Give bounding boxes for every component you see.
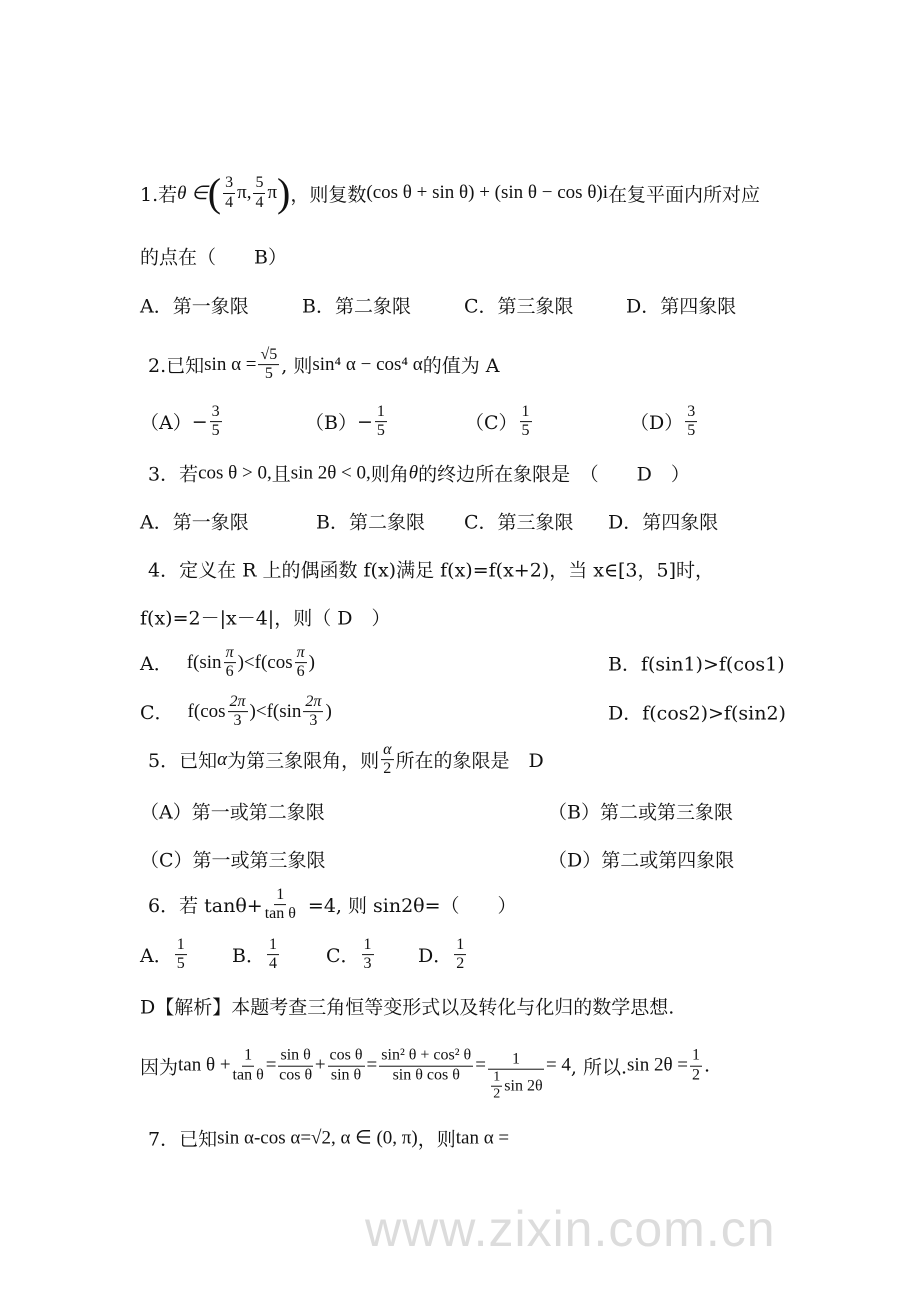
fraction xyxy=(520,403,532,441)
period: . xyxy=(704,1054,711,1077)
denominator: 6 xyxy=(225,663,234,681)
q7-expr: tan α = xyxy=(455,1127,510,1148)
q3-option-b: B．第二象限 xyxy=(316,511,425,534)
numerator: 1 xyxy=(488,1051,544,1070)
question-1-answer: 的点在（ B） xyxy=(140,246,287,269)
fraction xyxy=(233,1047,264,1085)
denominator: 5 xyxy=(376,422,385,440)
numerator: cos θ xyxy=(328,1047,365,1066)
fraction xyxy=(303,693,323,731)
watermark: www.zixin.com.cn xyxy=(365,1201,776,1257)
paren-right: ) xyxy=(277,170,291,215)
label: （C） xyxy=(465,412,518,435)
fraction xyxy=(295,644,307,682)
label: （B） xyxy=(305,412,357,435)
numerator: √5 xyxy=(258,346,279,365)
denominator: 4 xyxy=(255,193,264,211)
text: )<f(cos xyxy=(237,652,293,673)
equals: = xyxy=(366,1054,378,1076)
fraction xyxy=(375,403,387,441)
q6-option-d xyxy=(418,936,468,974)
q2-option-a xyxy=(140,403,224,441)
numerator: 1 xyxy=(690,1047,702,1066)
text: , 所以. xyxy=(570,1056,628,1079)
question-1-stem xyxy=(140,170,761,215)
denominator xyxy=(489,1070,542,1103)
question-7-stem xyxy=(148,1125,509,1152)
numerator: 1 xyxy=(362,936,374,955)
denominator: sin θ cos θ xyxy=(392,1066,460,1084)
numerator: 1 xyxy=(520,403,532,422)
numerator: 2π xyxy=(303,693,323,712)
text: )<f(sin xyxy=(249,701,302,722)
q6-option-a xyxy=(140,936,189,974)
numerator: π xyxy=(224,644,236,663)
analysis-derivation xyxy=(140,1029,710,1104)
denominator: 3 xyxy=(233,712,242,730)
q1-expression: (cos θ + sin θ) + (sin θ − cos θ)i xyxy=(366,182,609,203)
fraction xyxy=(690,1047,702,1085)
q5-option-d: （D）第二或第四象限 xyxy=(548,849,735,872)
fraction xyxy=(379,1047,473,1085)
denominator: 2 xyxy=(493,1087,501,1103)
text: f(cos xyxy=(187,701,226,722)
q5-text: 为第三象限角，则 xyxy=(227,750,380,773)
fraction xyxy=(381,741,393,779)
q5-option-a: （A）第一或第二象限 xyxy=(140,801,325,824)
text: 因为 xyxy=(140,1056,179,1079)
label: C． xyxy=(140,702,174,725)
denominator: 2 xyxy=(692,1066,701,1084)
q3-label: 3．若 xyxy=(148,463,199,486)
q2-text-end: 的值为 A xyxy=(422,355,500,378)
q5-text-end: 所在的象限是 D xyxy=(395,750,544,773)
numerator: sin θ xyxy=(278,1047,312,1066)
q4-option-a xyxy=(140,644,315,682)
denominator: tan θ xyxy=(232,1066,264,1084)
numerator: 1 xyxy=(274,886,286,905)
label: （D） xyxy=(630,412,684,435)
fraction xyxy=(223,174,235,212)
numerator: 3 xyxy=(223,174,235,193)
equals: = xyxy=(475,1054,486,1076)
q1-option-c: C．第三象限 xyxy=(464,295,574,318)
fraction xyxy=(278,1047,312,1085)
q3-option-a: A．第一象限 xyxy=(140,511,249,534)
equals-4: = 4 xyxy=(545,1054,571,1076)
q1-theta-in: θ ∈ xyxy=(177,182,208,204)
label: D． xyxy=(418,945,453,968)
q4-option-c xyxy=(140,693,332,731)
q2-option-c xyxy=(465,403,534,441)
question-4-stem-2: f(x)=2－|x－4|，则（ D ） xyxy=(140,607,391,630)
q5-option-c: （C）第一或第三象限 xyxy=(140,849,326,872)
q4-option-b: B．f(sin1)>f(cos1) xyxy=(608,653,785,676)
numerator: 1 xyxy=(267,936,279,955)
q7-label: 7．已知 xyxy=(148,1128,218,1151)
fraction xyxy=(491,1070,502,1103)
denominator: 4 xyxy=(225,193,234,211)
q5-option-b: （B）第二或第三象限 xyxy=(548,801,733,824)
question-3-stem xyxy=(148,460,690,487)
text: sin 2θ xyxy=(504,1077,543,1095)
numerator: 2π xyxy=(228,693,248,712)
numerator: 5 xyxy=(253,174,265,193)
q7-text: ，则 xyxy=(417,1128,456,1151)
pi: π, xyxy=(237,182,252,203)
q3-text-end: 的终边所在象限是 （ D ） xyxy=(418,463,690,486)
denominator: cos θ xyxy=(279,1066,313,1084)
question-2-stem xyxy=(148,346,500,384)
analysis-heading: D【解析】本题考查三角恒等变形式以及转化与化归的数学思想. xyxy=(140,996,675,1019)
equals: = xyxy=(265,1054,277,1076)
sign: − xyxy=(356,411,373,433)
text: ) xyxy=(325,701,332,722)
fraction xyxy=(328,1047,365,1085)
sign: − xyxy=(191,411,208,433)
denominator: 5 xyxy=(687,422,696,440)
numerator: 1 xyxy=(454,936,466,955)
fraction xyxy=(175,936,187,974)
q2-text: , 则 xyxy=(281,355,313,378)
fraction xyxy=(253,174,265,212)
text: tan θ + xyxy=(178,1054,231,1076)
numerator: 3 xyxy=(685,403,697,422)
text: ) xyxy=(308,652,315,673)
q2-sin: sin α = xyxy=(204,354,257,375)
fraction xyxy=(224,644,236,682)
q3-text: 则角 xyxy=(370,463,409,486)
q1-option-b: B．第二象限 xyxy=(302,295,411,318)
q7-condition: sin α-cos α=√2, α ∈ (0, π) xyxy=(217,1127,418,1149)
q5-label: 5．已知 xyxy=(148,750,218,773)
q1-option-d: D．第四象限 xyxy=(626,295,737,318)
question-5-stem xyxy=(148,741,544,779)
denominator: 3 xyxy=(363,955,372,973)
q1-label: 1.若 xyxy=(140,183,178,206)
q1-text: ，则复数 xyxy=(290,183,367,206)
denominator: 5 xyxy=(211,422,220,440)
question-4-stem: 4．定义在 R 上的偶函数 f(x)满足 f(x)=f(x+2)，当 x∈[3，5]时， xyxy=(148,559,715,582)
label: B． xyxy=(232,945,265,968)
q2-expr: sin⁴ α − cos⁴ α xyxy=(312,354,423,375)
numerator: 1 xyxy=(175,936,187,955)
fraction xyxy=(362,936,374,974)
denominator: tan θ xyxy=(264,905,296,923)
q1-text-end: 在复平面内所对应 xyxy=(608,183,761,206)
fraction xyxy=(210,403,222,441)
text: sin 2θ = xyxy=(627,1054,689,1076)
fraction xyxy=(228,693,248,731)
numerator: 1 xyxy=(375,403,387,422)
q3-theta: θ xyxy=(408,462,419,483)
fraction xyxy=(488,1051,544,1104)
fraction xyxy=(265,886,296,924)
alpha: α xyxy=(217,749,228,770)
denominator: 4 xyxy=(268,955,277,973)
q6-option-b xyxy=(232,936,281,974)
numerator: 3 xyxy=(210,403,222,422)
numerator: 1 xyxy=(242,1047,254,1066)
q3-and: 且 xyxy=(271,463,291,486)
fraction xyxy=(258,346,279,384)
text: f(sin xyxy=(186,652,222,673)
denominator: 6 xyxy=(296,663,305,681)
q6-text: =4, 则 sin2θ=（ ） xyxy=(307,895,517,918)
numerator: π xyxy=(295,644,307,663)
plus: + xyxy=(314,1054,326,1076)
denominator: sin θ xyxy=(330,1066,362,1084)
denominator: 3 xyxy=(309,712,318,730)
fraction xyxy=(685,403,697,441)
paren-left: ( xyxy=(207,170,222,215)
numerator: 1 xyxy=(491,1070,502,1087)
label: C． xyxy=(326,945,360,968)
denominator: 5 xyxy=(264,365,273,383)
q6-label: 6．若 tanθ+ xyxy=(148,895,263,918)
q3-option-c: C．第三象限 xyxy=(464,511,574,534)
question-6-stem xyxy=(148,886,517,924)
fraction xyxy=(454,936,466,974)
label: A． xyxy=(140,945,173,968)
q4-option-d: D．f(cos2)>f(sin2) xyxy=(608,702,786,725)
denominator: 2 xyxy=(383,760,392,778)
q3-cond2: sin 2θ < 0, xyxy=(290,462,371,483)
denominator: 2 xyxy=(456,955,465,973)
label: A． xyxy=(140,653,173,676)
q3-cond1: cos θ > 0, xyxy=(198,462,272,483)
q6-option-c xyxy=(326,936,376,974)
q2-option-b xyxy=(305,403,389,441)
denominator: 5 xyxy=(176,955,185,973)
q2-label: 2.已知 xyxy=(148,355,205,378)
label: （A） xyxy=(140,412,192,435)
denominator: 5 xyxy=(521,422,530,440)
q3-option-d: D．第四象限 xyxy=(608,511,719,534)
fraction xyxy=(267,936,279,974)
pi: π xyxy=(267,182,278,203)
q1-option-a: A．第一象限 xyxy=(140,295,249,318)
numerator: α xyxy=(381,741,393,760)
q2-option-d xyxy=(630,403,699,441)
numerator: sin² θ + cos² θ xyxy=(379,1047,473,1066)
